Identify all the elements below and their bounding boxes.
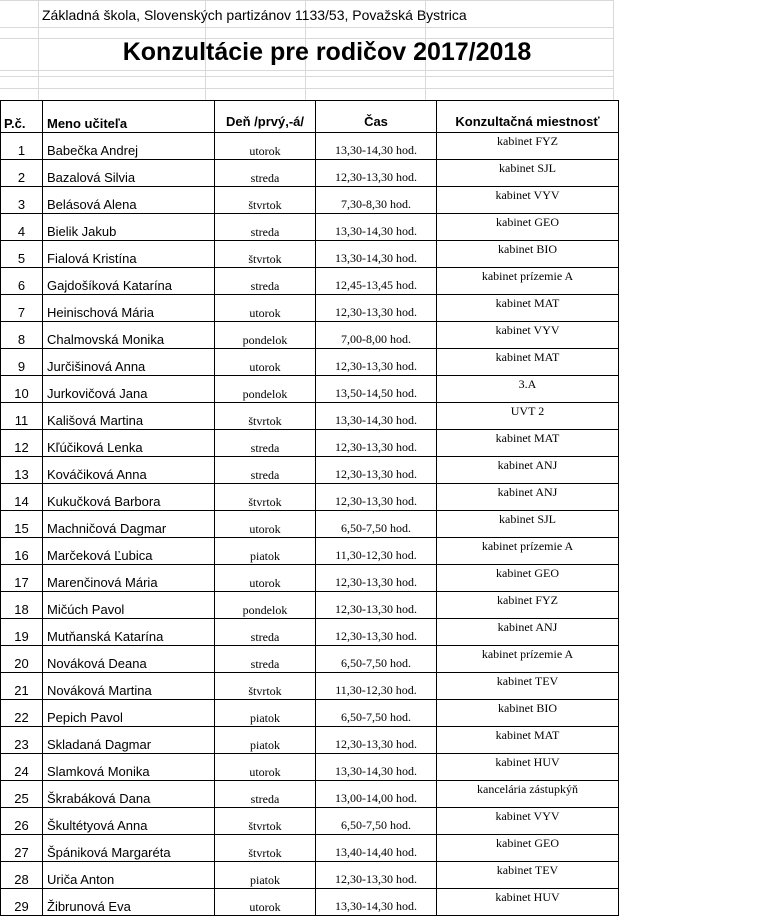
page-title: Konzultácie pre rodičov 2017/2018 bbox=[122, 38, 532, 66]
cell-time: 6,50-7,50 hod. bbox=[316, 808, 437, 835]
cell-day: štvrtok bbox=[215, 403, 316, 430]
table-body bbox=[1, 133, 619, 916]
cell-teacher-name: Nováková Martina bbox=[43, 673, 215, 700]
cell-room: UVT 2 bbox=[437, 403, 619, 430]
table-row bbox=[1, 214, 619, 241]
cell-room: kabinet VYV bbox=[437, 808, 619, 835]
cell-day: utorok bbox=[215, 295, 316, 322]
cell-room: kabinet ANJ bbox=[437, 619, 619, 646]
cell-day: pondelok bbox=[215, 592, 316, 619]
cell-teacher-name: Bielik Jakub bbox=[43, 214, 215, 241]
cell-room: kabinet TEV bbox=[437, 673, 619, 700]
cell-number: 10 bbox=[1, 376, 43, 403]
cell-teacher-name: Jurčišinová Anna bbox=[43, 349, 215, 376]
cell-teacher-name: Babečka Andrej bbox=[43, 133, 215, 160]
cell-teacher-name: Škrabáková Dana bbox=[43, 781, 215, 808]
cell-room: kabinet TEV bbox=[437, 862, 619, 889]
gridline bbox=[0, 0, 614, 1]
cell-teacher-name: Kališová Martina bbox=[43, 403, 215, 430]
table-row bbox=[1, 322, 619, 349]
cell-room: kabinet FYZ bbox=[437, 592, 619, 619]
cell-room: kabinet BIO bbox=[437, 241, 619, 268]
cell-day: utorok bbox=[215, 754, 316, 781]
cell-day: piatok bbox=[215, 727, 316, 754]
cell-day: štvrtok bbox=[215, 187, 316, 214]
table-row bbox=[1, 187, 619, 214]
cell-room: kabinet prízemie A bbox=[437, 646, 619, 673]
table-row bbox=[1, 700, 619, 727]
gridline bbox=[0, 70, 614, 71]
cell-time: 12,30-13,30 hod. bbox=[316, 430, 437, 457]
cell-day: utorok bbox=[215, 565, 316, 592]
cell-room: kabinet FYZ bbox=[437, 133, 619, 160]
cell-room: kabinet SJL bbox=[437, 160, 619, 187]
table-row bbox=[1, 430, 619, 457]
table-row bbox=[1, 484, 619, 511]
table-row bbox=[1, 592, 619, 619]
cell-day: utorok bbox=[215, 349, 316, 376]
cell-room: kabinet GEO bbox=[437, 565, 619, 592]
cell-teacher-name: Špániková Margaréta bbox=[43, 835, 215, 862]
cell-room: kabinet MAT bbox=[437, 349, 619, 376]
cell-number: 20 bbox=[1, 646, 43, 673]
cell-teacher-name: Mičúch Pavol bbox=[43, 592, 215, 619]
cell-time: 12,30-13,30 hod. bbox=[316, 457, 437, 484]
cell-room: kabinet MAT bbox=[437, 430, 619, 457]
cell-time: 6,50-7,50 hod. bbox=[316, 511, 437, 538]
cell-teacher-name: Marčeková Ľubica bbox=[43, 538, 215, 565]
cell-teacher-name: Nováková Deana bbox=[43, 646, 215, 673]
cell-number: 23 bbox=[1, 727, 43, 754]
gridline bbox=[0, 27, 614, 28]
column-header-time: Čas bbox=[316, 101, 437, 133]
cell-time: 12,30-13,30 hod. bbox=[316, 619, 437, 646]
cell-number: 17 bbox=[1, 565, 43, 592]
cell-time: 6,50-7,50 hod. bbox=[316, 646, 437, 673]
cell-number: 13 bbox=[1, 457, 43, 484]
table-row bbox=[1, 727, 619, 754]
cell-room: kabinet HUV bbox=[437, 754, 619, 781]
cell-day: streda bbox=[215, 781, 316, 808]
cell-room: kabinet VYV bbox=[437, 187, 619, 214]
cell-number: 8 bbox=[1, 322, 43, 349]
column-header-room: Konzultačná miestnosť bbox=[437, 101, 619, 133]
cell-teacher-name: Kováčiková Anna bbox=[43, 457, 215, 484]
table-row bbox=[1, 754, 619, 781]
cell-room: kancelária zástupkýň bbox=[437, 781, 619, 808]
cell-room: kabinet HUV bbox=[437, 889, 619, 916]
cell-time: 12,30-13,30 hod. bbox=[316, 727, 437, 754]
cell-number: 25 bbox=[1, 781, 43, 808]
cell-room: 3.A bbox=[437, 376, 619, 403]
table-row bbox=[1, 565, 619, 592]
cell-day: piatok bbox=[215, 862, 316, 889]
cell-number: 26 bbox=[1, 808, 43, 835]
cell-day: utorok bbox=[215, 133, 316, 160]
cell-time: 13,30-14,30 hod. bbox=[316, 403, 437, 430]
cell-number: 14 bbox=[1, 484, 43, 511]
cell-number: 4 bbox=[1, 214, 43, 241]
cell-room: kabinet MAT bbox=[437, 295, 619, 322]
cell-time: 12,30-13,30 hod. bbox=[316, 862, 437, 889]
cell-number: 3 bbox=[1, 187, 43, 214]
cell-time: 13,30-14,30 hod. bbox=[316, 214, 437, 241]
table-row bbox=[1, 457, 619, 484]
cell-room: kabinet BIO bbox=[437, 700, 619, 727]
cell-day: utorok bbox=[215, 511, 316, 538]
cell-day: štvrtok bbox=[215, 835, 316, 862]
cell-day: streda bbox=[215, 214, 316, 241]
cell-room: kabinet prízemie A bbox=[437, 538, 619, 565]
table-row bbox=[1, 646, 619, 673]
table-row bbox=[1, 835, 619, 862]
cell-day: štvrtok bbox=[215, 484, 316, 511]
cell-time: 11,30-12,30 hod. bbox=[316, 673, 437, 700]
cell-number: 11 bbox=[1, 403, 43, 430]
cell-teacher-name: Pepich Pavol bbox=[43, 700, 215, 727]
table-row bbox=[1, 403, 619, 430]
cell-time: 12,30-13,30 hod. bbox=[316, 295, 437, 322]
cell-teacher-name: Škultétyová Anna bbox=[43, 808, 215, 835]
cell-day: štvrtok bbox=[215, 241, 316, 268]
gridline bbox=[0, 88, 614, 89]
cell-day: pondelok bbox=[215, 376, 316, 403]
cell-teacher-name: Belásová Alena bbox=[43, 187, 215, 214]
cell-number: 2 bbox=[1, 160, 43, 187]
cell-room: kabinet ANJ bbox=[437, 457, 619, 484]
cell-time: 13,50-14,50 hod. bbox=[316, 376, 437, 403]
cell-teacher-name: Skladaná Dagmar bbox=[43, 727, 215, 754]
cell-teacher-name: Marenčinová Mária bbox=[43, 565, 215, 592]
table-row bbox=[1, 538, 619, 565]
cell-teacher-name: Chalmovská Monika bbox=[43, 322, 215, 349]
cell-room: kabinet ANJ bbox=[437, 484, 619, 511]
cell-teacher-name: Slamková Monika bbox=[43, 754, 215, 781]
cell-day: streda bbox=[215, 646, 316, 673]
table-row bbox=[1, 511, 619, 538]
cell-teacher-name: Mutňanská Katarína bbox=[43, 619, 215, 646]
cell-time: 7,00-8,00 hod. bbox=[316, 322, 437, 349]
column-header-day: Deň /prvý,-á/ bbox=[215, 101, 316, 133]
column-header-num: P.č. bbox=[1, 101, 43, 133]
table-row bbox=[1, 808, 619, 835]
cell-number: 12 bbox=[1, 430, 43, 457]
cell-time: 13,30-14,30 hod. bbox=[316, 241, 437, 268]
cell-room: kabinet SJL bbox=[437, 511, 619, 538]
table-row bbox=[1, 241, 619, 268]
table-row bbox=[1, 376, 619, 403]
table-row bbox=[1, 160, 619, 187]
cell-teacher-name: Fialová Kristína bbox=[43, 241, 215, 268]
cell-time: 12,30-13,30 hod. bbox=[316, 565, 437, 592]
table-row bbox=[1, 673, 619, 700]
cell-day: streda bbox=[215, 430, 316, 457]
cell-time: 13,30-14,30 hod. bbox=[316, 754, 437, 781]
gridline bbox=[38, 0, 39, 100]
cell-teacher-name: Jurkovičová Jana bbox=[43, 376, 215, 403]
table-row bbox=[1, 862, 619, 889]
table-row bbox=[1, 781, 619, 808]
consultation-table bbox=[0, 100, 619, 916]
table-header-row bbox=[1, 101, 619, 133]
cell-day: streda bbox=[215, 457, 316, 484]
cell-room: kabinet prízemie A bbox=[437, 268, 619, 295]
column-header-name: Meno učiteľa bbox=[43, 101, 215, 133]
cell-time: 12,30-13,30 hod. bbox=[316, 484, 437, 511]
cell-room: kabinet VYV bbox=[437, 322, 619, 349]
cell-day: piatok bbox=[215, 538, 316, 565]
cell-time: 13,30-14,30 hod. bbox=[316, 133, 437, 160]
cell-teacher-name: Žibrunová Eva bbox=[43, 889, 215, 916]
cell-teacher-name: Bazalová Silvia bbox=[43, 160, 215, 187]
cell-number: 9 bbox=[1, 349, 43, 376]
cell-teacher-name: Gajdošíková Katarína bbox=[43, 268, 215, 295]
table-row bbox=[1, 295, 619, 322]
table-row bbox=[1, 133, 619, 160]
cell-day: streda bbox=[215, 268, 316, 295]
gridline bbox=[0, 76, 614, 77]
cell-number: 1 bbox=[1, 133, 43, 160]
cell-teacher-name: Heinischová Mária bbox=[43, 295, 215, 322]
cell-day: streda bbox=[215, 619, 316, 646]
cell-room: kabinet GEO bbox=[437, 214, 619, 241]
school-address: Základná škola, Slovenských partizánov 1133/53, Považská Bystrica bbox=[42, 7, 467, 23]
cell-number: 21 bbox=[1, 673, 43, 700]
cell-number: 15 bbox=[1, 511, 43, 538]
cell-day: štvrtok bbox=[215, 673, 316, 700]
cell-teacher-name: Kľúčiková Lenka bbox=[43, 430, 215, 457]
cell-time: 12,45-13,45 hod. bbox=[316, 268, 437, 295]
cell-time: 13,40-14,40 hod. bbox=[316, 835, 437, 862]
cell-number: 27 bbox=[1, 835, 43, 862]
cell-number: 24 bbox=[1, 754, 43, 781]
cell-teacher-name: Machničová Dagmar bbox=[43, 511, 215, 538]
cell-number: 5 bbox=[1, 241, 43, 268]
cell-number: 16 bbox=[1, 538, 43, 565]
table-row bbox=[1, 268, 619, 295]
cell-day: pondelok bbox=[215, 322, 316, 349]
cell-number: 19 bbox=[1, 619, 43, 646]
cell-time: 6,50-7,50 hod. bbox=[316, 700, 437, 727]
cell-time: 12,30-13,30 hod. bbox=[316, 160, 437, 187]
cell-number: 28 bbox=[1, 862, 43, 889]
table-row bbox=[1, 619, 619, 646]
cell-time: 7,30-8,30 hod. bbox=[316, 187, 437, 214]
cell-number: 22 bbox=[1, 700, 43, 727]
cell-teacher-name: Uriča Anton bbox=[43, 862, 215, 889]
cell-time: 11,30-12,30 hod. bbox=[316, 538, 437, 565]
cell-number: 6 bbox=[1, 268, 43, 295]
cell-day: streda bbox=[215, 160, 316, 187]
cell-time: 13,30-14,30 hod. bbox=[316, 889, 437, 916]
cell-day: utorok bbox=[215, 889, 316, 916]
cell-time: 13,00-14,00 hod. bbox=[316, 781, 437, 808]
cell-time: 12,30-13,30 hod. bbox=[316, 349, 437, 376]
cell-room: kabinet GEO bbox=[437, 835, 619, 862]
cell-day: štvrtok bbox=[215, 808, 316, 835]
cell-room: kabinet MAT bbox=[437, 727, 619, 754]
cell-day: piatok bbox=[215, 700, 316, 727]
cell-number: 7 bbox=[1, 295, 43, 322]
table-row bbox=[1, 889, 619, 916]
table-row bbox=[1, 349, 619, 376]
cell-time: 12,30-13,30 hod. bbox=[316, 592, 437, 619]
cell-number: 29 bbox=[1, 889, 43, 916]
cell-number: 18 bbox=[1, 592, 43, 619]
cell-teacher-name: Kukučková Barbora bbox=[43, 484, 215, 511]
